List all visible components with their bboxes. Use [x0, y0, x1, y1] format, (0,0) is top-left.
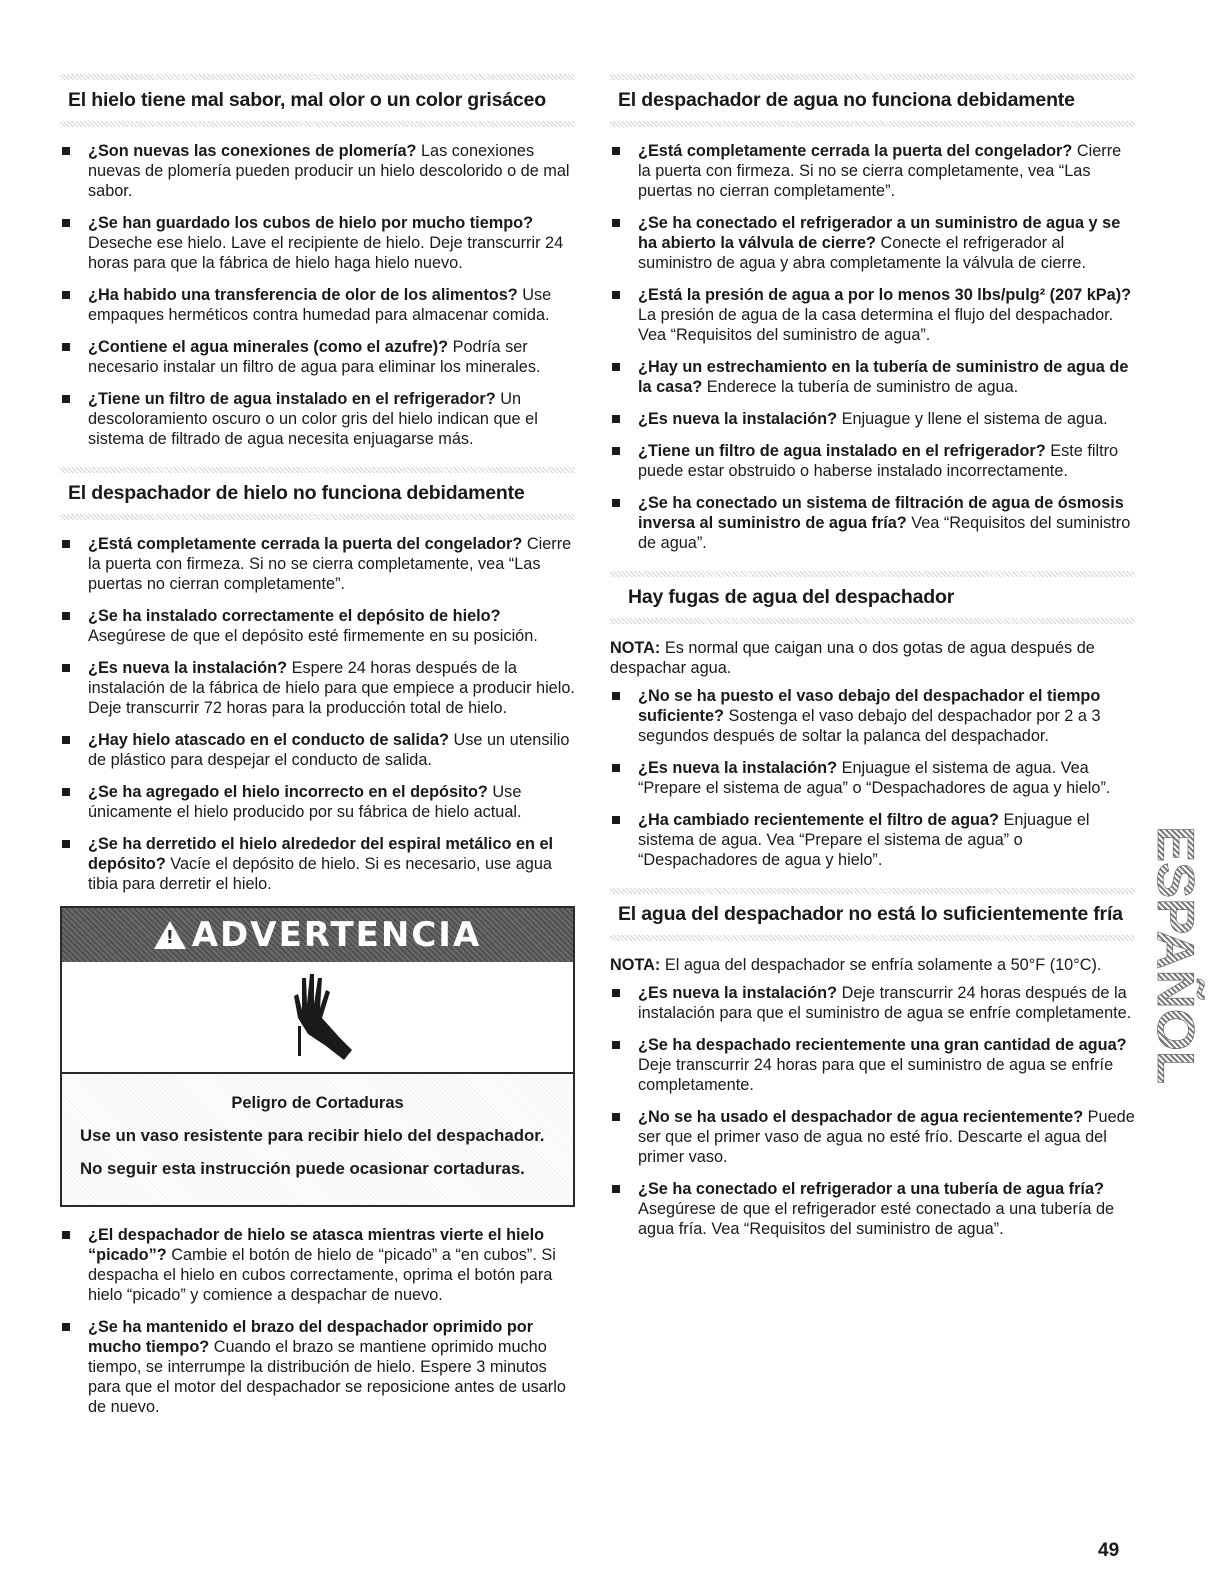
square-bullet-icon — [612, 989, 620, 997]
answer-text: Cuando el brazo se mantiene oprimido mucho tiempo, se interrumpe la distribución de hielo. Espere 3 minutos para que el motor del despachador se reposicione antes de usarlo de nuevo. — [88, 1338, 566, 1416]
answer-text: Puede ser que el primer vaso de agua no esté frío. Descarte el agua del primer vaso. — [638, 1108, 1135, 1166]
section-title: El hielo tiene mal sabor, mal olor o un color grisáceo — [68, 89, 546, 111]
note-text: El agua del despachador se enfría solamente a 50°F (10°C). — [660, 956, 1102, 974]
square-bullet-icon — [62, 612, 70, 620]
list-item — [610, 357, 1135, 397]
question-text: ¿Es nueva la instalación? — [638, 410, 838, 428]
square-bullet-icon — [62, 147, 70, 155]
right-column — [610, 74, 1135, 1251]
list-item — [60, 141, 575, 201]
section-list — [610, 141, 1135, 553]
square-bullet-icon — [612, 1185, 620, 1193]
square-bullet-icon — [62, 291, 70, 299]
list-item — [60, 285, 575, 325]
cut-hazard-area — [62, 962, 573, 1074]
square-bullet-icon — [62, 540, 70, 548]
square-bullet-icon — [612, 692, 620, 700]
answer-text: Enjuague el sistema de agua. Vea “Prepare el sistema de agua” o “Despachadores de agua y hielo”. — [638, 759, 1111, 797]
square-bullet-icon — [62, 736, 70, 744]
square-bullet-icon — [62, 395, 70, 403]
question-text: ¿Se ha instalado correctamente el depósito de hielo? — [88, 607, 501, 625]
list-item — [60, 1225, 575, 1305]
section-list — [60, 1225, 575, 1417]
square-bullet-icon — [612, 764, 620, 772]
answer-text: Espere 24 horas después de la instalación de la fábrica de hielo para que empiece a producir hielo. Deje transcurrir 72 horas para la producción total de hielo. — [88, 659, 575, 717]
section-list — [60, 141, 575, 449]
answer-text: Use empaques herméticos contra humedad para almacenar comida. — [88, 286, 552, 324]
warning-body — [62, 1074, 573, 1205]
warning-consequence: No seguir esta instrucción puede ocasionar cortaduras. — [80, 1159, 525, 1178]
question-text: ¿El despachador de hielo se atasca mientras vierte el hielo “picado”? — [88, 1226, 545, 1264]
answer-text: Vacíe el depósito de hielo. Si es necesario, use agua tibia para derretir el hielo. — [88, 855, 552, 893]
question-text: ¿Es nueva la instalación? — [88, 659, 288, 677]
section-header — [60, 467, 575, 520]
note-label: NOTA: — [610, 956, 661, 974]
square-bullet-icon — [612, 499, 620, 507]
section-title: El despachador de agua no funciona debidamente — [618, 89, 1075, 111]
square-bullet-icon — [62, 788, 70, 796]
note — [610, 638, 1135, 678]
question-text: ¿Contiene el agua minerales (como el azufre)? — [88, 338, 449, 356]
question-text: ¿Tiene un filtro de agua instalado en el refrigerador? — [88, 390, 496, 408]
list-item — [610, 1179, 1135, 1239]
side-tab-label: ESPAÑOL — [1146, 826, 1204, 1074]
section-title: Hay fugas de agua del despachador — [628, 586, 955, 608]
list-item — [60, 606, 575, 646]
list-item — [60, 213, 575, 273]
answer-text: Cierre la puerta con firmeza. Si no se cierra completamente, vea “Las puertas no cierran completamente”. — [88, 535, 572, 593]
square-bullet-icon — [62, 1323, 70, 1331]
language-side-tab — [1140, 820, 1210, 1090]
answer-text: Cambie el botón de hielo de “picado” a “en cubos”. Si despacha el hielo en cubos correctamente, oprima el botón para hielo “picado” y comience a despachar de nuevo. — [88, 1246, 556, 1304]
answer-text: Deje transcurrir 24 horas después de la instalación para que el suministro de agua se enfríe completamente. — [638, 984, 1132, 1022]
list-item — [610, 141, 1135, 201]
list-item — [610, 810, 1135, 870]
list-item — [610, 213, 1135, 273]
square-bullet-icon — [62, 1231, 70, 1239]
list-item — [60, 337, 575, 377]
section-title: El agua del despachador no está lo suficientemente fría — [618, 903, 1123, 925]
answer-text: Un descoloramiento oscuro o un color gris del hielo indican que el sistema de filtrado de agua necesita enjuagarse más. — [88, 390, 538, 448]
square-bullet-icon — [612, 1041, 620, 1049]
answer-text: Asegúrese de que el refrigerador esté conectado a una tubería de agua fría. Vea “Requisitos del suministro de agua”. — [638, 1200, 1115, 1238]
answer-text: Asegúrese de que el depósito esté firmemente en su posición. — [88, 627, 538, 645]
list-item — [60, 534, 575, 594]
page-number: 49 — [1098, 1540, 1120, 1561]
list-item — [610, 409, 1135, 429]
warning-title: ADVERTENCIA — [191, 915, 482, 955]
question-text: ¿Son nuevas las conexiones de plomería? — [88, 142, 417, 160]
list-item — [610, 493, 1135, 553]
left-column — [60, 74, 575, 1429]
list-item — [60, 782, 575, 822]
section-header — [610, 74, 1135, 127]
note-label: NOTA: — [610, 639, 661, 657]
answer-text: Use un utensilio de plástico para despejar el conducto de salida. — [88, 731, 570, 769]
list-item — [610, 1035, 1135, 1095]
list-item — [610, 441, 1135, 481]
answer-text: Las conexiones nuevas de plomería pueden producir un hielo descolorido o de mal sabor. — [88, 142, 570, 200]
answer-text: Use únicamente el hielo producido por su fábrica de hielo actual. — [88, 783, 522, 821]
square-bullet-icon — [612, 415, 620, 423]
question-text: ¿Está completamente cerrada la puerta del congelador? — [88, 535, 523, 553]
warning-triangle-icon — [154, 921, 186, 949]
question-text: ¿Se han guardado los cubos de hielo por mucho tiempo? — [88, 214, 534, 232]
question-text: ¿Tiene un filtro de agua instalado en el refrigerador? — [638, 442, 1046, 460]
list-item — [60, 730, 575, 770]
question-text: ¿Ha cambiado recientemente el filtro de agua? — [638, 811, 999, 829]
square-bullet-icon — [62, 343, 70, 351]
section-list — [610, 686, 1135, 870]
question-text: ¿Ha habido una transferencia de olor de los alimentos? — [88, 286, 518, 304]
warning-instruction: Use un vaso resistente para recibir hielo del despachador. — [80, 1126, 545, 1145]
note-text: Es normal que caigan una o dos gotas de agua después de despachar agua. — [610, 639, 1095, 677]
question-text: ¿Hay un estrechamiento en la tubería de suministro de agua de la casa? — [638, 358, 1129, 396]
square-bullet-icon — [612, 447, 620, 455]
cut-hand-icon — [260, 968, 360, 1068]
answer-text: Enderece la tubería de suministro de agua. — [702, 378, 1019, 396]
square-bullet-icon — [612, 147, 620, 155]
list-item — [610, 686, 1135, 746]
question-text: ¿Es nueva la instalación? — [638, 984, 838, 1002]
warning-subtitle: Peligro de Cortaduras — [231, 1094, 404, 1112]
answer-text: Vea “Requisitos del suministro de agua”. — [638, 514, 1131, 552]
question-text: ¿Se ha despachado recientemente una gran cantidad de agua? — [638, 1036, 1127, 1054]
list-item — [60, 834, 575, 894]
answer-text: Deje transcurrir 24 horas para que el suministro de agua se enfríe completamente. — [638, 1056, 1114, 1094]
square-bullet-icon — [612, 363, 620, 371]
square-bullet-icon — [612, 1113, 620, 1121]
warning-header — [62, 908, 573, 962]
section-list — [610, 983, 1135, 1239]
question-text: ¿Es nueva la instalación? — [638, 759, 838, 777]
question-text: ¿No se ha puesto el vaso debajo del despachador el tiempo suficiente? — [638, 687, 1101, 725]
answer-text: Deseche ese hielo. Lave el recipiente de hielo. Deje transcurrir 24 horas para que la fábrica de hielo haga hielo nuevo. — [88, 234, 564, 272]
question-text: ¿Se ha derretido el hielo alrededor del espiral metálico en el depósito? — [88, 835, 554, 873]
question-text: ¿Se ha conectado un sistema de filtración de agua de ósmosis inversa al suministro de agua fría? — [638, 494, 1124, 532]
section-list — [60, 534, 575, 894]
list-item — [60, 1317, 575, 1417]
section-header — [60, 74, 575, 127]
square-bullet-icon — [62, 219, 70, 227]
answer-text: Podría ser necesario instalar un filtro de agua para eliminar los minerales. — [88, 338, 541, 376]
square-bullet-icon — [62, 664, 70, 672]
question-text: ¿Hay hielo atascado en el conducto de salida? — [88, 731, 449, 749]
question-text: ¿Está completamente cerrada la puerta del congelador? — [638, 142, 1073, 160]
question-text: ¿Se ha mantenido el brazo del despachador oprimido por mucho tiempo? — [88, 1318, 534, 1356]
list-item — [60, 658, 575, 718]
section-header — [610, 571, 1135, 624]
question-text: ¿Se ha conectado el refrigerador a una tubería de agua fría? — [638, 1180, 1104, 1198]
section-header — [610, 888, 1135, 941]
question-text: ¿Se ha agregado el hielo incorrecto en el depósito? — [88, 783, 488, 801]
answer-text: Conecte el refrigerador al suministro de agua y abra completamente la válvula de cierre. — [638, 234, 1086, 272]
list-item — [610, 758, 1135, 798]
square-bullet-icon — [612, 219, 620, 227]
list-item — [610, 285, 1135, 345]
answer-text: Cierre la puerta con firmeza. Si no se cierra completamente, vea “Las puertas no cierran completamente”. — [638, 142, 1122, 200]
question-text: ¿Está la presión de agua a por lo menos 30 lbs/pulg² (207 kPa)? — [638, 286, 1132, 304]
answer-text: Enjuague y llene el sistema de agua. — [837, 410, 1108, 428]
square-bullet-icon — [62, 840, 70, 848]
answer-text: La presión de agua de la casa determina el flujo del despachador. Vea “Requisitos del suministro de agua”. — [638, 306, 1114, 344]
answer-text: Este filtro puede estar obstruido o haberse instalado incorrectamente. — [638, 442, 1119, 480]
note — [610, 955, 1135, 975]
square-bullet-icon — [612, 816, 620, 824]
question-text: ¿Se ha conectado el refrigerador a un suministro de agua y se ha abierto la válvula de cierre? — [638, 214, 1121, 252]
list-item — [60, 389, 575, 449]
section-title: El despachador de hielo no funciona debidamente — [68, 482, 525, 504]
list-item — [610, 983, 1135, 1023]
question-text: ¿No se ha usado el despachador de agua recientemente? — [638, 1108, 1084, 1126]
list-item — [610, 1107, 1135, 1167]
square-bullet-icon — [612, 291, 620, 299]
answer-text: Sostenga el vaso debajo del despachador por 2 a 3 segundos después de soltar la palanca del despachador. — [638, 707, 1101, 745]
warning-box — [60, 906, 575, 1207]
answer-text: Enjuague el sistema de agua. Vea “Prepare el sistema de agua” o “Despachadores de agua y hielo”. — [638, 811, 1090, 869]
